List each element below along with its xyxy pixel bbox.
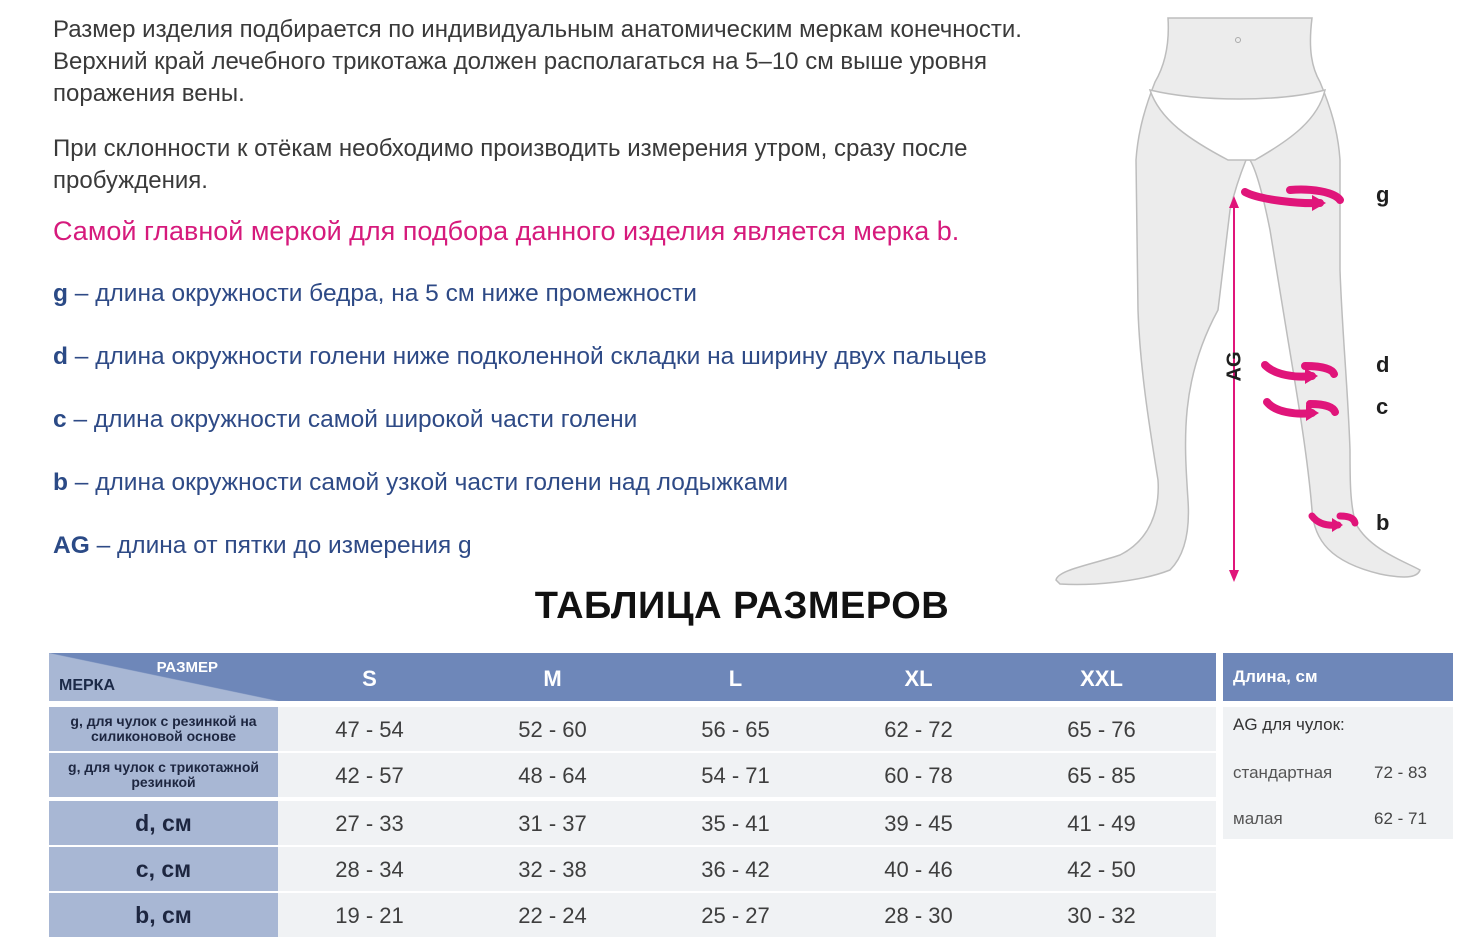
corner-size-label: РАЗМЕР (156, 659, 218, 676)
table-cell: 42 - 50 (1067, 857, 1136, 882)
definition-key: c (53, 406, 67, 433)
definition-key: b (53, 469, 68, 496)
figure-label-d: d (1376, 352, 1390, 377)
size-header-s: S (362, 666, 377, 691)
length-subtitle: AG для чулок: (1233, 715, 1345, 734)
table-cell: 32 - 38 (518, 857, 587, 882)
figure-label-b: b (1376, 510, 1390, 535)
table-cell: 25 - 27 (701, 903, 770, 928)
key-measurement-note: Самой главной меркой для подбора данного изделия является мерка b. (53, 216, 960, 246)
table-cell: 52 - 60 (518, 717, 587, 742)
ag-arrow-bottom (1229, 570, 1239, 582)
table-cell: 27 - 33 (335, 811, 404, 836)
definition-b (53, 469, 788, 497)
length-item-value: 62 - 71 (1374, 809, 1427, 828)
length-table-body (1223, 707, 1453, 839)
table-cell: 22 - 24 (518, 903, 587, 928)
table-cell: 48 - 64 (518, 763, 587, 788)
size-header-l: L (728, 666, 743, 691)
size-header-m: M (543, 666, 562, 691)
definition-key: d (53, 343, 68, 370)
leg-figure-drawing (1050, 10, 1470, 590)
row-values (278, 847, 1216, 891)
figure-label-g: g (1376, 182, 1390, 207)
definition-ag (53, 532, 472, 560)
corner-measure-label: МЕРКА (59, 677, 115, 694)
row-label: c, см (49, 847, 278, 891)
definition-text: – длина окружности бедра, на 5 см ниже промежности (74, 280, 697, 307)
definition-text: – длина окружности самой широкой части голени (73, 406, 638, 433)
table-row (49, 753, 1216, 797)
definition-g (53, 280, 697, 308)
table-cell: 28 - 30 (884, 903, 953, 928)
length-table-header: Длина, см (1223, 653, 1453, 701)
table-cell: 35 - 41 (701, 811, 770, 836)
definition-text: – длина окружности голени ниже подколенной складки на ширину двух пальцев (74, 343, 987, 370)
row-label: d, см (49, 801, 278, 845)
row-values (278, 801, 1216, 845)
leg-measurement-illustration (1050, 10, 1470, 590)
table-row (49, 707, 1216, 751)
length-item-label: малая (1233, 809, 1283, 828)
table-cell: 41 - 49 (1067, 811, 1136, 836)
table-cell: 40 - 46 (884, 857, 953, 882)
definition-text: – длина окружности самой узкой части голени над лодыжками (74, 469, 789, 496)
definition-d (53, 343, 987, 371)
table-cell: 28 - 34 (335, 857, 404, 882)
definition-key: AG (53, 532, 90, 559)
table-cell: 19 - 21 (335, 903, 404, 928)
length-item-label: стандартная (1233, 763, 1333, 782)
row-label: g, для чулок с резинкой на силиконовой основе (49, 707, 278, 751)
definition-text: – длина от пятки до измерения g (96, 532, 472, 559)
definition-key: g (53, 280, 68, 307)
table-row (49, 847, 1216, 891)
table-cell: 62 - 72 (884, 717, 953, 742)
table-cell: 42 - 57 (335, 763, 404, 788)
table-cell: 60 - 78 (884, 763, 953, 788)
table-cell: 65 - 85 (1067, 763, 1136, 788)
length-item-value: 72 - 83 (1374, 763, 1427, 782)
intro-paragraph-2: При склонности к отёкам необходимо производить измерения утром, сразу после пробуждения. (53, 135, 968, 194)
header-corner-cell (49, 653, 278, 701)
row-values (278, 753, 1216, 797)
table-row (49, 801, 1216, 845)
table-title: ТАБЛИЦА РАЗМЕРОВ (534, 585, 950, 627)
row-values (278, 707, 1216, 751)
table-row (49, 893, 1216, 937)
table-cell: 65 - 76 (1067, 717, 1136, 742)
intro-paragraph-1: Размер изделия подбирается по индивидуальным анатомическим меркам конечности. Верхний край лечебного трикотажа должен располагаться на 5–10 см выше уровня поражения вены. (53, 16, 1022, 107)
table-cell: 47 - 54 (335, 717, 404, 742)
table-cell: 39 - 45 (884, 811, 953, 836)
row-label: g, для чулок с трикотажной резинкой (49, 753, 278, 797)
table-cell: 30 - 32 (1067, 903, 1136, 928)
row-label: b, см (49, 893, 278, 937)
size-header-xxl: XXL (1080, 666, 1123, 691)
table-cell: 36 - 42 (701, 857, 770, 882)
size-header-xl: XL (904, 666, 933, 691)
size-table-header (49, 653, 1216, 701)
table-cell: 31 - 37 (518, 811, 587, 836)
definition-c (53, 406, 637, 434)
figure-label-c: c (1376, 394, 1389, 419)
table-cell: 54 - 71 (701, 763, 770, 788)
table-cell: 56 - 65 (701, 717, 770, 742)
figure-label-ag: AG (1223, 351, 1246, 382)
row-values (278, 893, 1216, 937)
